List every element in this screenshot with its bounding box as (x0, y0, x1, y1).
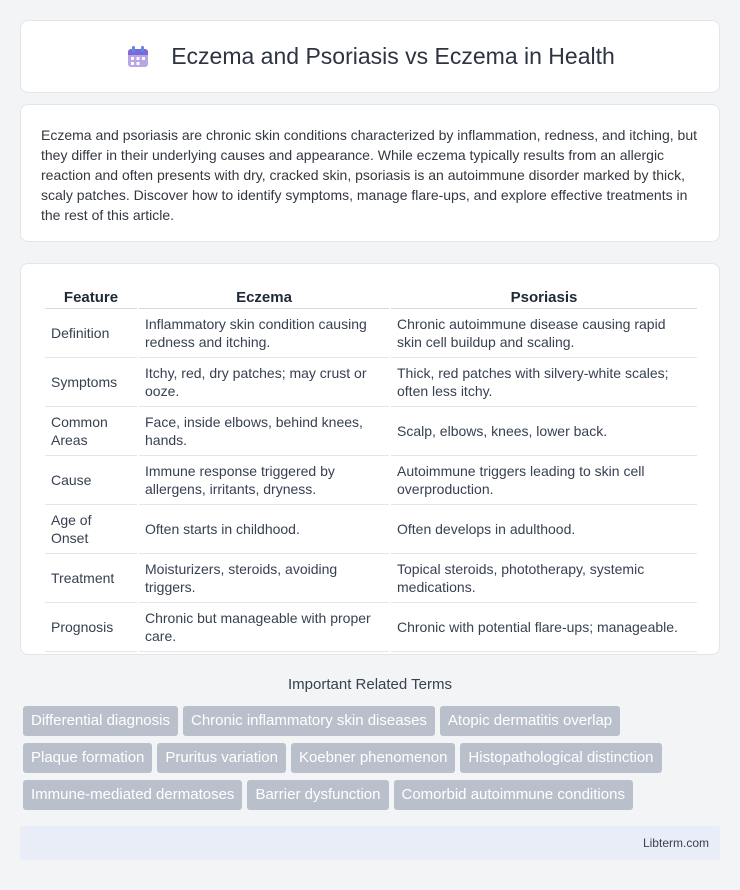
table-row (45, 603, 697, 652)
eczema-cell: Inflammatory skin condition causing redness and itching. (139, 309, 389, 358)
psoriasis-cell: Chronic autoimmune disease causing rapid skin cell buildup and scaling. (391, 309, 697, 358)
psoriasis-cell: Chronic with potential flare-ups; manageable. (391, 603, 697, 652)
footer-site-link[interactable]: Libterm.com (642, 836, 709, 850)
feature-cell: Symptoms (45, 358, 137, 407)
psoriasis-cell: Topical steroids, phototherapy, systemic medications. (391, 554, 697, 603)
feature-cell: Cause (45, 456, 137, 505)
header-eczema: Eczema (139, 286, 389, 309)
intro-text: Eczema and psoriasis are chronic skin conditions characterized by inflammation, redness, and itching, but they differ in their underlying causes and appearance. While eczema typically results from an allergic reaction and often presents with dry, cracked skin, psoriasis is an autoimmune disorder marked by thick, scaly patches. Discover how to identify symptoms, manage flare-ups, and explore effective treatments in the rest of this article. (41, 127, 697, 223)
footer (20, 826, 720, 860)
psoriasis-cell: Scalp, elbows, knees, lower back. (391, 407, 697, 456)
related-term-tag[interactable]: Atopic dermatitis overlap (440, 706, 620, 736)
related-term-tag[interactable]: Koebner phenomenon (291, 743, 455, 773)
eczema-cell: Face, inside elbows, behind knees, hands. (139, 407, 389, 456)
related-term-tag[interactable]: Differential diagnosis (23, 706, 178, 736)
table-header-row (45, 286, 697, 309)
eczema-cell: Immune response triggered by allergens, irritants, dryness. (139, 456, 389, 505)
table-row (45, 505, 697, 554)
related-terms-title: Important Related Terms (288, 676, 452, 693)
related-terms-tags (20, 706, 720, 810)
header-card (20, 20, 720, 93)
psoriasis-cell: Thick, red patches with silvery-white scales; often less itchy. (391, 358, 697, 407)
eczema-cell: Often starts in childhood. (139, 505, 389, 554)
related-term-tag[interactable]: Comorbid autoimmune conditions (394, 780, 633, 810)
psoriasis-cell: Often develops in adulthood. (391, 505, 697, 554)
table-row (45, 309, 697, 358)
calendar-icon (125, 44, 151, 70)
related-term-tag[interactable]: Barrier dysfunction (247, 780, 388, 810)
psoriasis-cell: Autoimmune triggers leading to skin cell overproduction. (391, 456, 697, 505)
table-row (45, 554, 697, 603)
related-term-tag[interactable]: Chronic inflammatory skin diseases (183, 706, 435, 736)
eczema-cell: Moisturizers, steroids, avoiding triggers. (139, 554, 389, 603)
related-term-tag[interactable]: Histopathological distinction (460, 743, 661, 773)
feature-cell: Definition (45, 309, 137, 358)
header-feature: Feature (45, 286, 137, 309)
table-row (45, 456, 697, 505)
table-row (45, 358, 697, 407)
feature-cell: Treatment (45, 554, 137, 603)
feature-cell: Common Areas (45, 407, 137, 456)
related-term-tag[interactable]: Plaque formation (23, 743, 152, 773)
related-term-tag[interactable]: Immune-mediated dermatoses (23, 780, 242, 810)
table-row (45, 407, 697, 456)
feature-cell: Age of Onset (45, 505, 137, 554)
page-title: Eczema and Psoriasis vs Eczema in Health (171, 43, 615, 69)
feature-cell: Prognosis (45, 603, 137, 652)
eczema-cell: Itchy, red, dry patches; may crust or ooze. (139, 358, 389, 407)
eczema-cell: Chronic but manageable with proper care. (139, 603, 389, 652)
related-terms-section (20, 676, 720, 810)
comparison-table-card (20, 263, 720, 655)
comparison-table (43, 286, 699, 652)
intro-card (20, 104, 720, 242)
related-term-tag[interactable]: Pruritus variation (157, 743, 286, 773)
header-psoriasis: Psoriasis (391, 286, 697, 309)
